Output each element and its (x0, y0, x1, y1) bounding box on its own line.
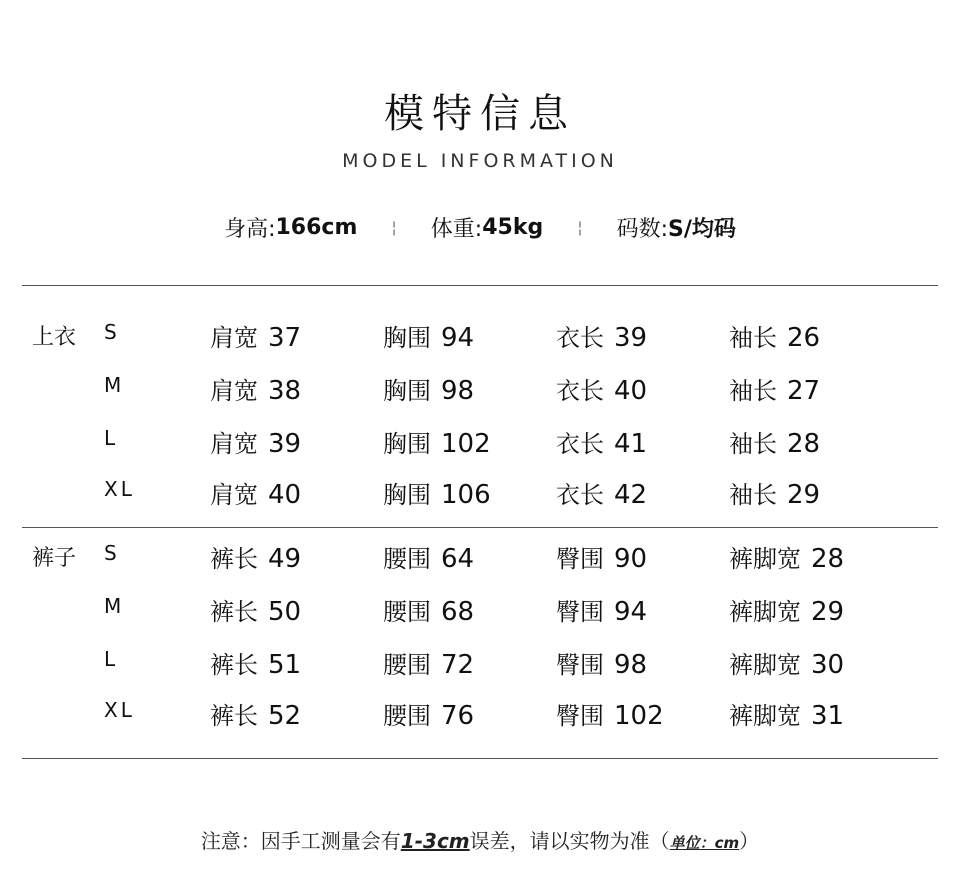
measurement-cell (556, 318, 647, 353)
measurement-value: 31 (811, 701, 845, 731)
measurement-label: 裤长 (210, 702, 258, 730)
note-unit: 单位：cm (669, 834, 740, 852)
measurement-label: 裤长 (210, 651, 258, 679)
measurement-cell (556, 696, 664, 731)
measurement-note (0, 825, 960, 854)
pants-label: 裤子 (32, 546, 77, 571)
measurement-label: 衣长 (556, 324, 604, 352)
measurement-label: 衣长 (556, 430, 604, 458)
measurement-label: 裤脚宽 (729, 702, 801, 730)
size-code: M (104, 594, 125, 618)
page-subtitle: MODEL INFORMATION (342, 150, 618, 172)
measurement-value: 28 (811, 544, 845, 574)
measurement-label: 腰围 (383, 598, 431, 626)
note-highlight: 1-3cm (400, 829, 470, 853)
measurement-cell (210, 592, 301, 627)
measurement-label: 臀围 (556, 598, 604, 626)
measurement-cell (383, 696, 474, 731)
measurement-value: 51 (268, 650, 302, 680)
measurement-cell (729, 696, 844, 731)
measurement-cell (729, 592, 844, 627)
measurement-label: 袖长 (729, 377, 777, 405)
measurement-cell (729, 475, 820, 510)
measurement-value: 102 (441, 429, 491, 459)
measurement-cell (210, 539, 301, 574)
measurement-value: 40 (268, 480, 302, 510)
height-label: 身高: (224, 217, 276, 242)
measurement-label: 腰围 (383, 545, 431, 573)
measurement-value: 94 (441, 323, 475, 353)
separator: ¦ (391, 218, 397, 237)
measurement-cell (556, 539, 647, 574)
measurement-value: 39 (268, 429, 302, 459)
measurement-cell (210, 371, 301, 406)
note-unit-close: ） (739, 829, 760, 853)
model-info (0, 212, 960, 243)
measurement-cell (556, 475, 647, 510)
measurement-value: 72 (441, 650, 475, 680)
divider (22, 758, 938, 759)
measurement-label: 臀围 (556, 545, 604, 573)
measurement-cell (729, 371, 820, 406)
divider (22, 285, 938, 286)
size-code: L (104, 426, 119, 450)
measurement-label: 胸围 (383, 377, 431, 405)
measurement-cell (210, 475, 301, 510)
measurement-label: 肩宽 (210, 481, 258, 509)
measurement-cell (729, 424, 820, 459)
measurement-cell (383, 424, 491, 459)
measurement-label: 裤脚宽 (729, 651, 801, 679)
measurement-label: 裤长 (210, 545, 258, 573)
measurement-value: 39 (614, 323, 648, 353)
measurement-label: 肩宽 (210, 377, 258, 405)
measurement-label: 袖长 (729, 430, 777, 458)
measurement-value: 76 (441, 701, 475, 731)
measurement-cell (556, 592, 647, 627)
measurement-cell (729, 318, 820, 353)
measurement-cell (383, 371, 474, 406)
measurement-cell (383, 318, 474, 353)
measurement-value: 52 (268, 701, 302, 731)
measurement-value: 94 (614, 597, 648, 627)
measurement-label: 袖长 (729, 324, 777, 352)
measurement-value: 37 (268, 323, 302, 353)
measurement-value: 29 (787, 480, 821, 510)
measurement-label: 腰围 (383, 702, 431, 730)
measurement-label: 臀围 (556, 651, 604, 679)
measurement-label: 臀围 (556, 702, 604, 730)
measurement-label: 胸围 (383, 430, 431, 458)
note-suffix: 误差，请以实物为准 (469, 829, 650, 853)
measurement-value: 102 (614, 701, 664, 731)
measurement-cell (556, 371, 647, 406)
measurement-value: 40 (614, 376, 648, 406)
page-title: 模特信息 (384, 91, 576, 137)
separator: ¦ (577, 218, 583, 237)
measurement-label: 胸围 (383, 481, 431, 509)
size-code: XL (104, 477, 135, 501)
measurement-cell (556, 645, 647, 680)
weight-label: 体重: (430, 217, 483, 242)
measurement-label: 裤脚宽 (729, 545, 801, 573)
measurement-value: 42 (614, 480, 648, 510)
measurement-cell (383, 645, 474, 680)
measurement-cell (729, 539, 844, 574)
note-prefix: 注意：因手工测量会有 (200, 829, 401, 853)
height-value: 166cm (275, 215, 358, 240)
measurement-value: 41 (614, 429, 648, 459)
measurement-value: 27 (787, 376, 821, 406)
measurement-value: 64 (441, 544, 475, 574)
measurement-cell (556, 424, 647, 459)
measurement-cell (210, 318, 301, 353)
measurement-label: 衣长 (556, 481, 604, 509)
measurement-label: 袖长 (729, 481, 777, 509)
measurement-label: 肩宽 (210, 324, 258, 352)
measurement-label: 裤长 (210, 598, 258, 626)
measurement-value: 26 (787, 323, 821, 353)
tops-label: 上衣 (32, 325, 77, 350)
measurement-label: 胸围 (383, 324, 431, 352)
measurement-label: 腰围 (383, 651, 431, 679)
measurement-value: 68 (441, 597, 475, 627)
measurement-value: 106 (441, 480, 491, 510)
measurement-cell (383, 475, 491, 510)
size-code: S (104, 541, 120, 565)
measurement-cell (210, 696, 301, 731)
measurement-value: 98 (441, 376, 475, 406)
measurement-label: 肩宽 (210, 430, 258, 458)
note-unit-open: （ (649, 829, 670, 853)
measurement-value: 29 (811, 597, 845, 627)
measurement-cell (383, 592, 474, 627)
measurement-cell (383, 539, 474, 574)
measurement-value: 90 (614, 544, 648, 574)
measurement-value: 50 (268, 597, 302, 627)
measurement-cell (210, 645, 301, 680)
size-code: L (104, 647, 119, 671)
measurement-value: 98 (614, 650, 648, 680)
size-code: M (104, 373, 125, 397)
measurement-value: 30 (811, 650, 845, 680)
size-label: 码数: (616, 217, 669, 242)
size-code: S (104, 320, 120, 344)
weight-value: 45kg (482, 215, 544, 240)
measurement-value: 38 (268, 376, 302, 406)
measurement-cell (729, 645, 844, 680)
measurement-label: 裤脚宽 (729, 598, 801, 626)
size-value: S/均码 (668, 217, 736, 242)
measurement-cell (210, 424, 301, 459)
divider (22, 527, 938, 528)
size-code: XL (104, 698, 135, 722)
measurement-value: 49 (268, 544, 302, 574)
measurement-value: 28 (787, 429, 821, 459)
measurement-label: 衣长 (556, 377, 604, 405)
